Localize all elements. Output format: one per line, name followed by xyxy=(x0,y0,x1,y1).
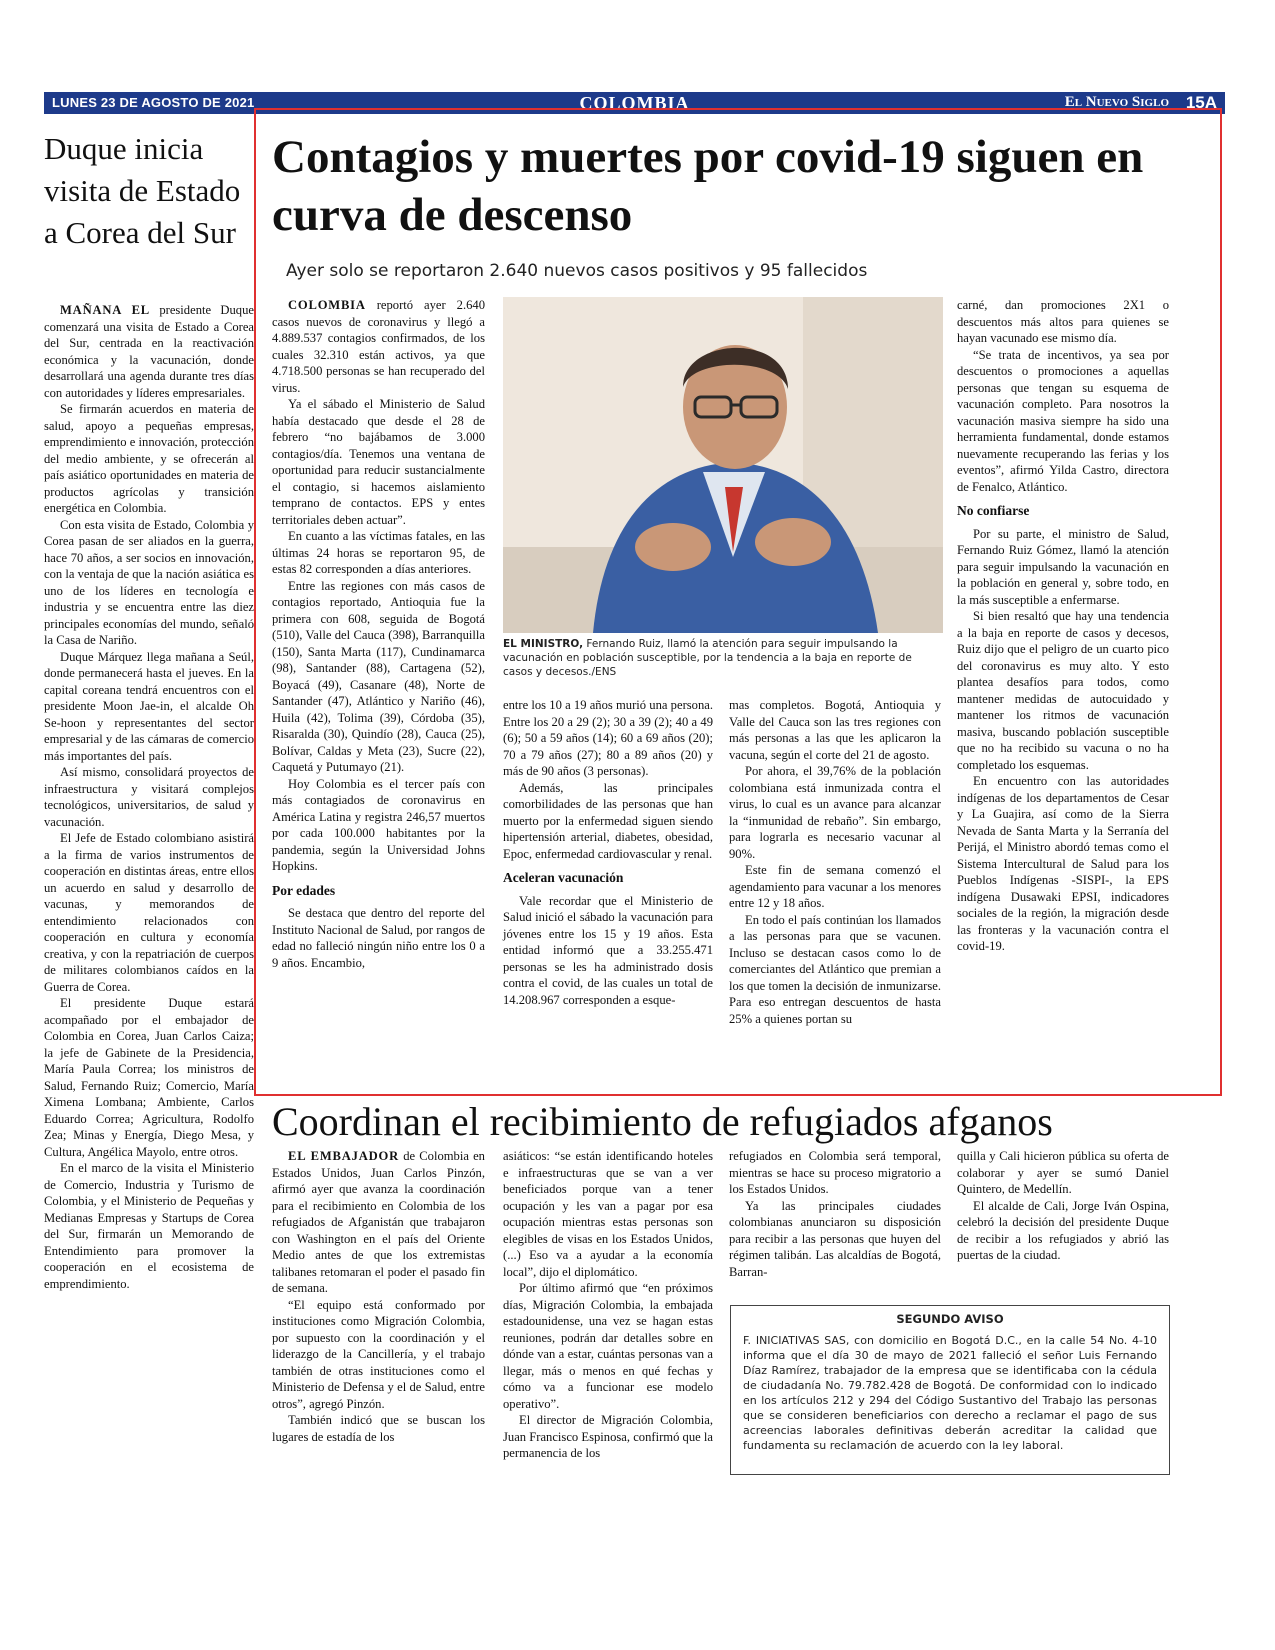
paragraph: Hoy Colombia es el tercer país con más contagiados de coronavirus en América Latina y registra 246,57 muertos por cada 100.000 habitantes por la pandemia, según la Universidad Johns Hopkins. xyxy=(272,776,485,873)
second-col-2 xyxy=(503,1148,713,1462)
caption-lead: EL MINISTRO, xyxy=(503,638,584,650)
paragraph: Por último afirmó que “en próximos días, Migración Colombia, la embajada estadounidense, una vez se hagan estas reuniones, podrán dar detalles sobre en dónde van a estar, cuántas personas van a llegar, más o menos en qué fechas y cómo va a funcionar ese modelo operativo”. xyxy=(503,1281,713,1411)
paragraph: El presidente Duque estará acompañado por el embajador de Colombia en Corea, Juan Carlos Caiza; la jefe de Gabinete de la Presidencia, María Paula Correa; los ministros de Salud, Fernando Ruiz; Comercio, María Ximena Lombana; Ambiente, Carlos Eduardo Correa; Agricultura, Rodolfo Zea; Minas y Energía, Diego Mesa, y Cultura, Angélica Mayolo, entre otros. xyxy=(44,996,254,1159)
paragraph: Ya el sábado el Ministerio de Salud había destacado que desde el 28 de febrero “no bajábamos de 3.000 contagios/día. Tenemos una ventana de oportunidad para reducir sustancialmente el contagio, si hacemos aislamiento temprano de contactos. EPS y entes territoriales deben actuar”. xyxy=(272,397,485,527)
paragraph: “Se trata de incentivos, ya sea por descuentos o promociones a aquellas personas que tengan su esquema de vacunación completo. Para nosotros la vacunación masiva siempre ha sido una herramienta fundamental, donde estamos nuevamente recuperando las ferias y los eventos”, afirmó Yilda Castro, directora de Fenalco, Atlántico. xyxy=(957,347,1169,494)
paragraph: Así mismo, consolidará proyectos de infraestructura y visitará complejos tecnológicos, universitarios, de salud y vacunación. xyxy=(44,765,254,829)
paragraph: Entre las regiones con más casos de contagios reportado, Antioquia fue la primera con 608, seguida de Bogotá (510), Valle del Cauca (398), Barranquilla (150), Santa Marta (117), Cundinamarca (98), Santander (88), Cartagena (52), Boyacá (49), Casanare (48), Norte de Santander (47), Atlántico y Nariño (46), Huila (42), Tolima (39), Córdoba (35), Risaralda (30), Quindío (28), Cauca (25), Bolívar, Caldas y Meta (23), Sucre (22), Caquetá y Putumayo (21). xyxy=(272,578,485,774)
paragraph: Este fin de semana comenzó el agendamiento para vacunar a los menores entre 12 y 18 años. xyxy=(729,863,941,910)
second-article-title: Coordinan el recibimiento de refugiados afganos xyxy=(272,1099,1053,1144)
paragraph: refugiados en Colombia será temporal, mientras se hace su proceso migratorio a los Estados Unidos. xyxy=(729,1149,941,1196)
paragraph: Además, las principales comorbilidades de las personas que han muerto por la enfermedad siguen siendo hipertensión arterial, diabetes, obesidad, Epoc, enfermedad cardiovascular y renal. xyxy=(503,780,713,861)
minister-photo-image xyxy=(503,297,943,633)
paragraph: En todo el país continúan los llamados a las personas para que se vacunen. Incluso se destacan casos como lo de comerciantes del Atlántico que premian a los que tomen la decisión de inmunizarse. Para eso entregan descuentos de hasta 25% a quienes portan su xyxy=(729,912,941,1026)
subheading-confiarse: No confiarse xyxy=(957,503,1030,518)
paragraph: El director de Migración Colombia, Juan Francisco Espinosa, confirmó que la permanencia de los xyxy=(503,1413,713,1460)
paragraph: carné, dan promociones 2X1 o descuentos más altos para quienes se hayan vacunado ese mismo día. xyxy=(957,298,1169,345)
paragraph: Duque Márquez llega mañana a Seúl, donde permanecerá hasta el jueves. En la capital coreana tendrá encuentros con el presidente Moon Jae-in, el alcalde Oh Se-hoon y representantes del sector empresarial y de las cámaras de comercio más importantes del país. xyxy=(44,649,254,763)
newspaper-name: El Nuevo Siglo xyxy=(1064,94,1169,110)
paragraph: mas completos. Bogotá, Antioquia y Valle del Cauca son las tres regiones con más personas a las que les aplicaron la vacuna, según el corte del 21 de agosto. xyxy=(729,698,941,762)
paragraph: entre los 10 a 19 años murió una persona. Entre los 20 a 29 (2); 30 a 39 (2); 40 a 49 (6); 50 a 59 años (14); 60 a 69 años (20); 70 a 79 años (27); 80 a 89 años (20) y más de 90 años (3 personas). xyxy=(503,698,713,778)
lead-words: EL EMBAJADOR xyxy=(288,1149,400,1163)
lead-words: MAÑANA EL xyxy=(60,303,150,317)
paragraph: Se firmarán acuerdos en materia de salud, apoyo a pequeñas empresas, emprendimiento e innovación, protección del medio ambiente, y se ofrecerán al país asiático oportunidades en materia de productos agrícolas y transición energética en Colombia. xyxy=(44,402,254,515)
main-col-4 xyxy=(957,297,1169,955)
main-article-subtitle: Ayer solo se reportaron 2.640 nuevos casos positivos y 95 fallecidos xyxy=(286,261,868,281)
paragraph: En encuentro con las autoridades indígenas de los departamentos de Cesar y La Guajira, así como de la Sierra Nevada de Santa Marta y la Serranía del Perijá, el Ministro abordó temas como el Sistema Intercultural de Salud para los Pueblos Indígenas -SISPI-, la EPS indígena Dusawaki EPSI, indicadores sociales de la región, la migración desde las fronteras y la vacunación contra el covid-19. xyxy=(957,774,1169,953)
main-article-title: Contagios y muertes por covid-19 siguen en curva de descenso xyxy=(272,131,1144,241)
subheading-edades: Por edades xyxy=(272,882,336,898)
subheading-vacunacion: Aceleran vacunación xyxy=(503,870,624,885)
main-col-1 xyxy=(272,297,485,971)
paragraph: “El equipo está conformado por instituciones como Migración Colombia, por supuesto con la coordinación y el liderazgo de la Cancillería, y el trabajo también de otras instituciones como el Ministerio de Defensa y el de Salud, entre otros”, agregó Pinzón. xyxy=(272,1297,485,1411)
paragraph: Con esta visita de Estado, Colombia y Corea pasan de ser aliados en la guerra, hace 70 años, a ser socios en innovación, con la ventaja de que la nación asiática es uno de los líderes en tecnología e industria y se encuentra entre las diez principales economías del mundo, señaló la Casa de Nariño. xyxy=(44,517,254,647)
minister-photo xyxy=(503,297,943,633)
left-article-body xyxy=(44,302,254,1292)
paragraph: Se destaca que dentro del reporte del Instituto Nacional de Salud, por rangos de edad no falleció ningún niño entre los 0 a 9 años. Encambio, xyxy=(272,906,485,970)
second-col-1 xyxy=(272,1148,485,1445)
paragraph: El alcalde de Cali, Jorge Iván Ospina, celebró la decisión del presidente Duque de recibir a los refugiados y abrió las puertas de la ciudad. xyxy=(957,1198,1169,1262)
second-col-3 xyxy=(729,1148,941,1280)
second-col-4 xyxy=(957,1148,1169,1264)
paragraph: MAÑANA EL presidente Duque comenzará una visita de Estado a Corea del Sur, centrada en la reactivación económica y la vacunación, donde desarrollará una agenda durante tres días con autoridades y líderes empresariales. xyxy=(44,303,254,400)
paragraph: COLOMBIA reportó ayer 2.640 casos nuevos de coronavirus y llegó a 4.889.537 contagios confirmados, de los cuales 32.310 están activos, ya que 4.718.500 personas se han recuperado del virus. xyxy=(272,298,485,395)
main-col-3 xyxy=(729,697,941,1027)
main-col-2 xyxy=(503,697,713,1008)
paragraph: Por ahora, el 39,76% de la población colombiana está inmunizada contra el virus, lo cual es un avance para alcanzar la “inmunidad de rebaño”. Sin embargo, para lograrla es necesario vacunar al 90%. xyxy=(729,764,941,861)
legal-notice-box xyxy=(730,1305,1170,1475)
paragraph: Si bien resaltó que hay una tendencia a la baja en reporte de casos y decesos, Ruiz dijo que el peligro de un cuarto pico del coronavirus es muy alto. Y esto plantea desafíos para todos, como mantener medidas de autocuidado y mantener los ritmos de vacunación masiva, buscando población susceptible que no ha recibido su vacuna o no ha completado los esquemas. xyxy=(957,609,1169,772)
paragraph: asiáticos: “se están identificando hoteles e infraestructuras que se van a ver beneficiados porque van a tener ocupación y les van a pagar por esa ocupación mientras estas personas son elegibles de visas en los Estados Unidos, (...) Eso va a ayudar a la economía local”, dijo el diplomático. xyxy=(503,1149,713,1279)
page-number: 15A xyxy=(1185,93,1217,112)
lead-words: COLOMBIA xyxy=(288,298,366,312)
paragraph: En cuanto a las víctimas fatales, en las últimas 24 horas se reportaron 95, de estas 82 corresponden a días anteriores. xyxy=(272,529,485,576)
notice-title: SEGUNDO AVISO xyxy=(896,1312,1004,1326)
paragraph: EL EMBAJADOR de Colombia en Estados Unidos, Juan Carlos Pinzón, afirmó ayer que avanza la coordinación para el recibimiento en Colombia de los refugiados de Afganistán que trabajaron con Washington en el país del Oriente Medio antes de que los extremistas talibanes retomaran el poder el pasado fin de semana. xyxy=(272,1149,485,1295)
paragraph: Por su parte, el ministro de Salud, Fernando Ruiz Gómez, llamó la atención para seguir impulsando la vacunación en la población en general y, sobre todo, en la más susceptible a enfermarse. xyxy=(957,526,1169,607)
paragraph: También indicó que se buscan los lugares de estadía de los xyxy=(272,1413,485,1444)
paragraph: El Jefe de Estado colombiano asistirá a la firma de varios instrumentos de cooperación en distintas áreas, entre ellos un acuerdo en salud y desarrollo de vacunas, y memorandos de entendimiento relacionados con cooperación en cultura y economía creativa, y con la repatriación de cuerpos de militares colombianos caídos en la Guerra de Corea. xyxy=(44,831,254,994)
photo-caption: EL MINISTRO, Fernando Ruiz, llamó la atención para seguir impulsando la vacunación en población susceptible, por la tendencia a la baja en reporte de casos y decesos./ENS xyxy=(503,638,912,678)
paragraph: Ya las principales ciudades colombianas anunciaron su disposición para recibir a las personas que huyen del régimen talibán. Las alcaldías de Bogotá, Barran- xyxy=(729,1198,941,1279)
paragraph: En el marco de la visita el Ministerio de Comercio, Industria y Turismo de Colombia, y el Ministerio de Pequeñas y Medianas Empresas y Startups de Corea del Sur, firmarán un Memorando de Entendimiento para promover la cooperación en el ecosistema de emprendimiento. xyxy=(44,1161,254,1291)
paragraph: Vale recordar que el Ministerio de Salud inició el sábado la vacunación para jóvenes entre los 15 y 19 años. Esta entidad informó que a 33.255.471 personas se les ha administrado dosis contra el covid, de las cuales un total de 14.208.967 corresponden a esque- xyxy=(503,893,713,1007)
left-article-title: Duque inicia visita de Estado a Corea del Sur xyxy=(44,131,241,250)
notice-body: F. INICIATIVAS SAS, con domicilio en Bogotá D.C., en la calle 54 No. 4-10 informa que el día 30 de mayo de 2021 falleció el señor Luis Fernando Díaz Ramírez, trabajador de la empresa que se identificaba con la cédula de ciudadanía No. 79.782.428 de Bogotá. De conformidad con lo indicado en los artículos 212 y 294 del Código Sustantivo del Trabajo las personas que se consideren beneficiarios con derecho a reclamar el pago de sus acreencias laborales definitivas deberán acreditar la calidad que fundamenta su reclamación de acuerdo con la ley laboral. xyxy=(743,1334,1157,1452)
section-name: COLOMBIA xyxy=(579,93,690,113)
issue-date: LUNES 23 DE AGOSTO DE 2021 xyxy=(52,95,255,110)
paragraph: quilla y Cali hicieron pública su oferta de colaborar y ayer se sumó Daniel Quintero, de Medellín. xyxy=(957,1149,1169,1196)
